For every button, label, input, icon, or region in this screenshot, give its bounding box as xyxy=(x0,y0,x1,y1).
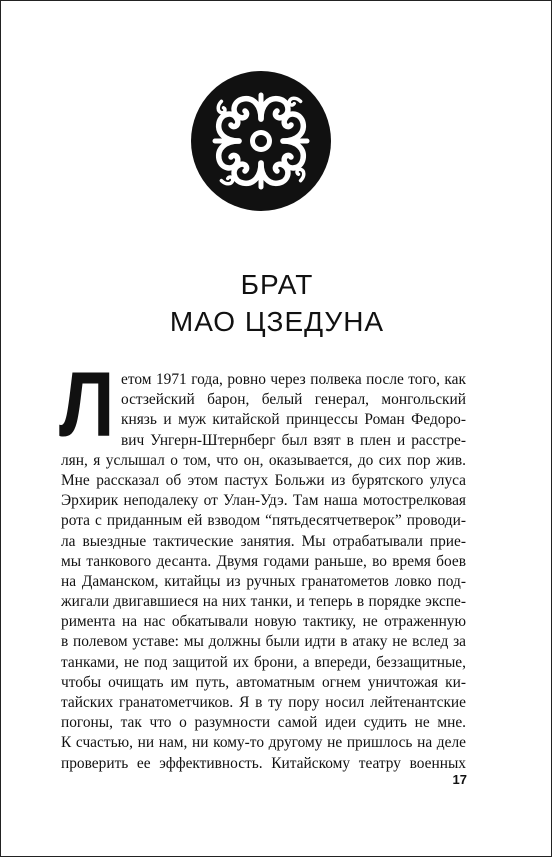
chapter-title-line-1: БРАТ xyxy=(240,269,314,300)
body-line: ла выездные тактические занятия. Мы отрабатывали прие- xyxy=(61,532,466,550)
drop-cap: Л xyxy=(59,354,115,456)
body-line: чтобы очищать им путь, автоматным огнем уничтожая ки- xyxy=(61,673,466,691)
body-line: вич Унгерн-Штернберг был взят в плен и расстре- xyxy=(121,431,466,449)
body-line: остзейский барон, белый генерал, монгольский xyxy=(121,391,466,409)
chapter-body-text xyxy=(61,370,466,774)
body-line: мы танкового десанта. Двумя годами раньше, во время боев xyxy=(61,552,466,570)
body-line: на Даманском, китайцы из ручных гранатометов ловко под- xyxy=(61,572,466,590)
body-line: К счастью, ни нам, ни кому-то другому не пришлось на деле xyxy=(61,734,466,752)
chapter-title-line-2: МАО ЦЗЕДУНА xyxy=(169,306,385,337)
body-line: Эрхирик неподалеку от Улан-Удэ. Там наша мотострелковая xyxy=(61,492,466,510)
body-line: римента на нас обкатывали новую тактику, не отраженную xyxy=(61,613,466,631)
body-line: лян, я услышал о том, что он, оказывается, до сих пор жив. xyxy=(61,451,466,469)
body-line: в полевом уставе: мы должны были идти в атаку не вслед за xyxy=(61,633,466,651)
body-line: проверить ее эффективность. Китайскому театру военных xyxy=(61,754,466,772)
body-line: погоны, так что о разумности самой идеи судить не мне. xyxy=(61,714,466,732)
body-line: тайских гранатометчиков. Я в ту пору носил лейтенантские xyxy=(61,694,466,711)
body-line: етом 1971 года, ровно через полвека после того, как xyxy=(121,371,466,388)
body-line: Мне рассказал об этом пастух Больжи из бурятского улуса xyxy=(61,471,466,489)
page-number: 17 xyxy=(452,772,467,787)
body-line: князь и муж китайской принцессы Роман Федоро- xyxy=(121,411,466,429)
ornament-icon xyxy=(189,69,333,213)
body-line: танками, не под защитой их брони, а впереди, беззащитные, xyxy=(61,653,466,671)
body-line: жигали двигавшиеся на них танки, и теперь в порядке экспе- xyxy=(61,593,466,611)
body-line: рота с приданным ей взводом “пятьдесятчетверок” проводи- xyxy=(61,512,466,530)
